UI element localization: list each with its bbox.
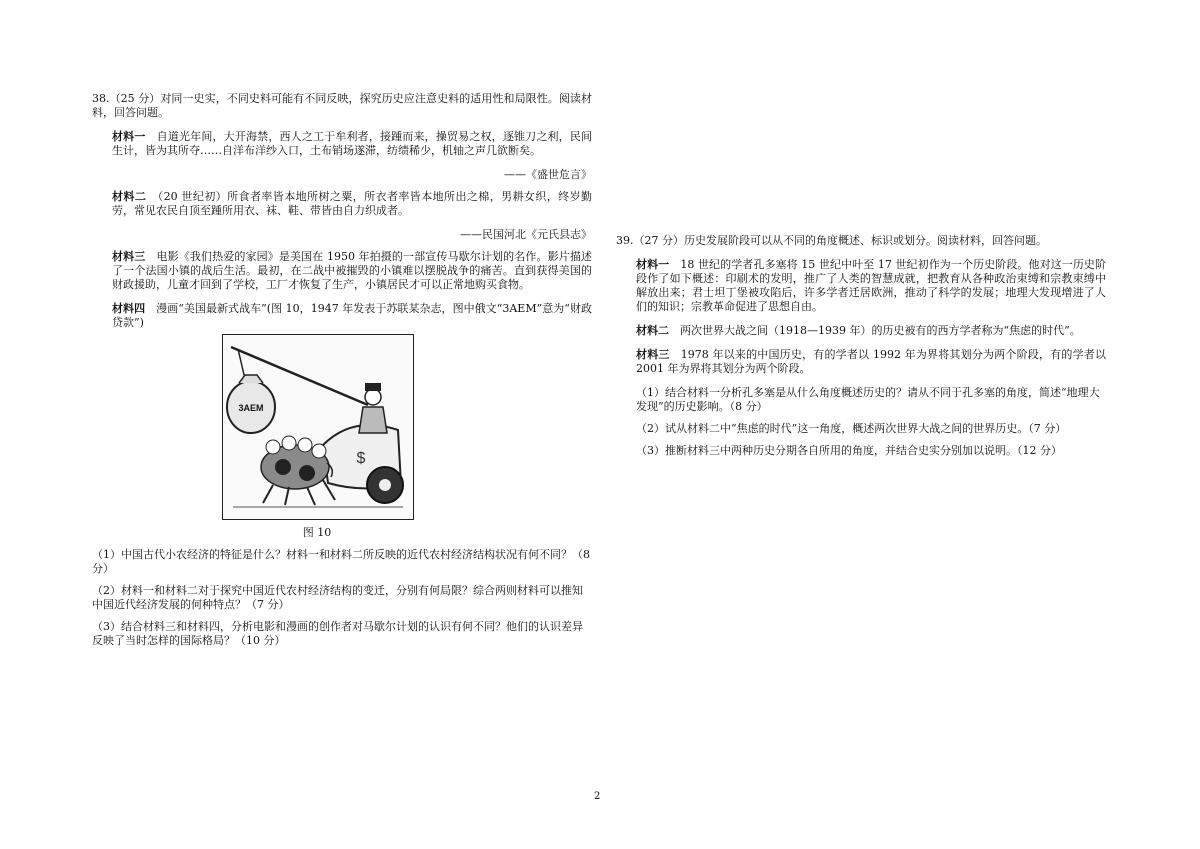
q38-material-2 xyxy=(92,190,592,218)
q38-sub-question-1: （1）中国古代小农经济的特征是什么？材料一和材料二所反映的近代农村经济结构状况有何不同？（8 分） xyxy=(92,548,590,575)
q39-sub-question-3: （3）推断材料三中两种历史分期各自所用的角度，并结合史实分别加以说明。（12 分） xyxy=(636,444,1062,457)
q39-sub-question-1: （1）结合材料一分析孔多塞是从什么角度概述历史的？请从不同于孔多塞的角度，简述“地理大发现”的历史影响。（8 分） xyxy=(636,386,1100,413)
q38-m2-label: 材料二 xyxy=(112,190,147,203)
q38-m4-label: 材料四 xyxy=(112,302,146,315)
q38-m4-text: 漫画“美国最新式战车”(图 10，1947 年发表于苏联某杂志，图中俄文“3AEM”意为“财政贷款”) xyxy=(112,302,593,329)
q38-m3-text: 电影《我们热爱的家园》是美国在 1950 年拍摄的一部宣传马歇尔计划的名作。影片描述了一个法国小镇的战后生活。最初，在二战中被摧毁的小镇难以摆脱战争的痛苦。直到获得美国的财政援助，儿童才回到了学校，工厂才恢复了生产，小镇居民才可以正常地购买食物。 xyxy=(112,250,592,291)
q39-sub-question-2: （2）试从材料二中“焦虑的时代”这一角度，概述两次世界大战之间的世界历史。（7 分） xyxy=(636,422,1067,435)
svg-text:$: $ xyxy=(356,450,366,467)
figure-caption: 图 10 xyxy=(302,526,332,539)
q38-m2-text: （20 世纪初）所食者率皆本地所树之粟，所衣者率皆本地所出之棉，男耕女织，终岁勤劳，常见农民自顶至踵所用衣、袜、鞋、带皆由自力织成者。 xyxy=(112,190,593,217)
cartoon-figure-10 xyxy=(222,334,414,520)
q39-m1-label: 材料一 xyxy=(636,258,670,271)
q39-material-3 xyxy=(616,348,1106,376)
q38-m1-text: 自道光年间，大开海禁，西人之工于牟利者，接踵而来，操贸易之权，逐锥刀之利，民间生计，皆为其所夺……自洋布洋纱入口，土布销场遂滞，纺绩稀少，机轴之声几欲断矣。 xyxy=(112,130,593,157)
q38-material-4 xyxy=(92,302,592,330)
q38-material-1 xyxy=(92,130,592,158)
q38-sub-question-3: （3）结合材料三和材料四，分析电影和漫画的创作者对马歇尔计划的认识有何不同？他们的认识差异反映了当时怎样的国际格局？（10 分） xyxy=(92,620,583,647)
cartoon-illustration xyxy=(223,335,413,519)
q38-m2-source: ——民国河北《元氏县志》 xyxy=(460,228,592,241)
q38-sub-question-2: （2）材料一和材料二对于探究中国近代农村经济结构的变迁，分别有何局限？综合两则材料可以推知中国近代经济发展的何种特点？（7 分） xyxy=(92,584,583,611)
bag-label: 3AEM xyxy=(238,403,264,413)
q39-m2-label: 材料二 xyxy=(636,324,669,337)
page-number: 2 xyxy=(594,791,601,802)
q38-stem: 38.（25 分）对同一史实，不同史料可能有不同反映，探究历史应注意史料的适用性和局限性。阅读材料，回答问题。 xyxy=(92,92,592,119)
q38-m1-source: ——《盛世危言》 xyxy=(504,168,592,181)
q38-material-3 xyxy=(92,250,592,292)
q39-m1-text: 18 世纪的学者孔多塞将 15 世纪中叶至 17 世纪初作为一个历史阶段。他对这一历史阶段作了如下概述：印刷术的发明，推广了人类的智慧成就，把教育从各种政治束缚和宗教束缚中解放出来；君士坦丁堡被攻陷后，许多学者迁居欧洲，推动了科学的发展；地理大发现增进了人们的知识；宗教革命促进了思想自由。 xyxy=(636,258,1107,313)
q39-m2-text: 两次世界大战之间（1918—1939 年）的历史被有的西方学者称为“焦虑的时代”。 xyxy=(680,324,1081,337)
q38-m1-label: 材料一 xyxy=(112,130,146,143)
q39-stem: 39.（27 分）历史发展阶段可以从不同的角度概述、标识或划分。阅读材料，回答问题。 xyxy=(616,234,1047,247)
q39-m3-text: 1978 年以来的中国历史，有的学者以 1992 年为界将其划分为两个阶段，有的学者以 2001 年为界将其划分为两个阶段。 xyxy=(636,348,1106,375)
q39-material-1 xyxy=(616,258,1106,314)
q39-material-2 xyxy=(616,324,1106,338)
question-39 xyxy=(616,234,1106,466)
question-38 xyxy=(92,92,592,656)
q39-m3-label: 材料三 xyxy=(636,348,670,361)
q38-m3-label: 材料三 xyxy=(112,250,146,263)
